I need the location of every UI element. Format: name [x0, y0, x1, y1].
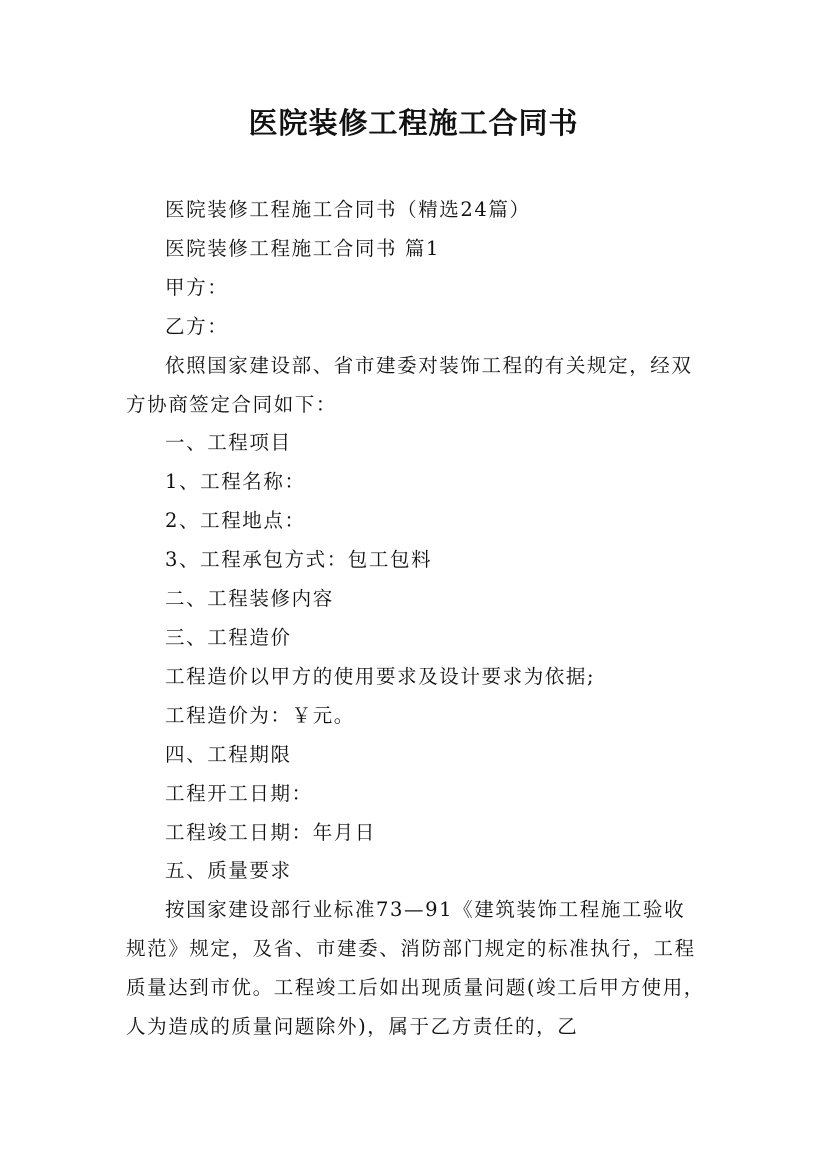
paragraph-party-a: 甲方：	[165, 275, 229, 299]
paragraph-cost-basis: 工程造价以甲方的使用要求及设计要求为依据;	[165, 664, 596, 688]
paragraph-heading-project: 一、工程项目	[165, 431, 292, 455]
paragraph-start-date: 工程开工日期：	[165, 781, 313, 805]
paragraph-intro: 依照国家建设部、省市建委对装饰工程的有关规定，经双方协商签定合同如下：	[126, 353, 693, 416]
paragraph-completion-date: 工程竣工日期：年月日	[165, 820, 377, 844]
paragraph-party-b: 乙方：	[165, 314, 229, 338]
paragraph-quality-text: 按国家建设部行业标准73—91《建筑装饰工程施工验收规范》规定，及省、市建委、消防部门规定的标准执行，工程质量达到市优。工程竣工后如出现质量问题(竣工后甲方使用，人为造成的质量问题除外)，属于乙方责任的，乙	[126, 898, 705, 1039]
paragraph-heading-quality: 五、质量要求	[165, 859, 292, 883]
paragraph-heading-period: 四、工程期限	[165, 742, 292, 766]
paragraph-heading-content: 二、工程装修内容	[165, 587, 334, 611]
paragraph-subtitle: 医院装修工程施工合同书（精选24篇）	[165, 198, 531, 221]
paragraph-cost-amount: 工程造价为：￥元。	[165, 703, 355, 727]
document-body	[126, 191, 706, 1047]
paragraph-section-heading: 医院装修工程施工合同书 篇1	[165, 236, 441, 260]
paragraph-project-name: 1、工程名称：	[165, 470, 306, 494]
paragraph-contract-mode: 3、工程承包方式：包工包料	[165, 548, 433, 572]
paragraph-project-location: 2、工程地点：	[165, 509, 306, 533]
paragraph-heading-cost: 三、工程造价	[165, 625, 292, 649]
document-title: 医院装修工程施工合同书	[248, 106, 579, 140]
